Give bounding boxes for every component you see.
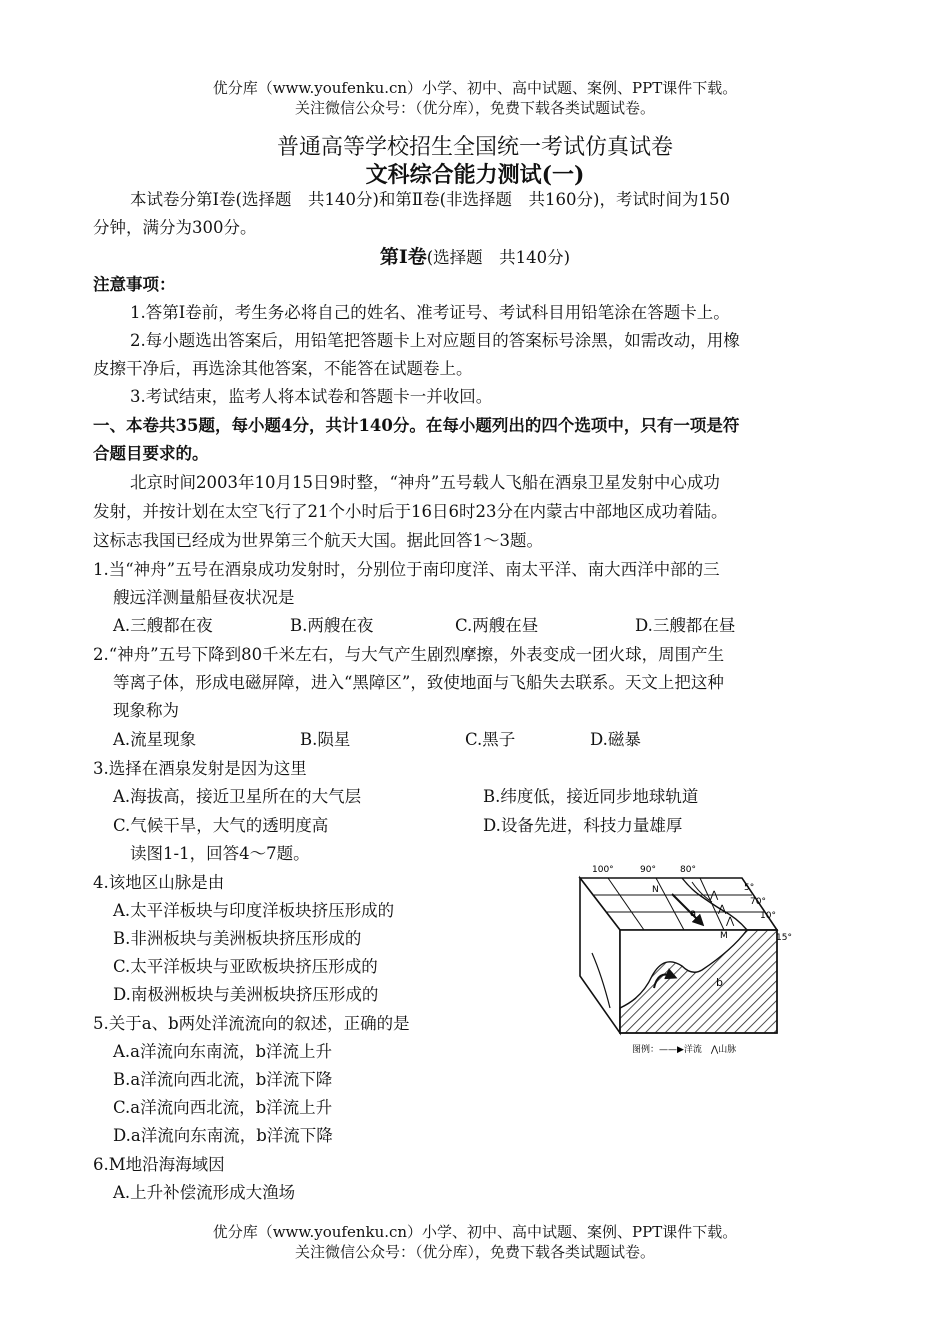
- section-heading-title: 第Ⅰ卷: [379, 246, 427, 268]
- read-figure-instruction: 读图1-1，回答4～7题。: [130, 844, 310, 863]
- notice-item-3: 3.考试结束，监考人将本试卷和答题卡一并收回。: [130, 387, 493, 406]
- q2-stem-1: 2.“神舟”五号下降到80千米左右，与大气产生剧烈摩擦，外表变成一团火球，周围产生: [93, 645, 725, 664]
- q3-option-a: A.海拔高，接近卫星所在的大气层: [113, 787, 362, 806]
- q1-option-a: A.三艘都在夜: [113, 616, 213, 635]
- q1-option-c: C.两艘在昼: [455, 616, 539, 635]
- passage-line-1: 北京时间2003年10月15日9时整，“神舟”五号载人飞船在酒泉卫星发射中心成功: [130, 473, 720, 492]
- q2-option-c: C.黑子: [465, 730, 516, 749]
- q5-option-a: A.a洋流向东南流，b洋流上升: [113, 1042, 333, 1061]
- q1-option-b: B.两艘在夜: [290, 616, 374, 635]
- q1-stem-2: 艘远洋测量船昼夜状况是: [113, 588, 295, 607]
- q1-stem-1: 1.当“神舟”五号在酒泉成功发射时，分别位于南印度洋、南太平洋、南大西洋中部的三: [93, 560, 720, 579]
- figure-1-1: [572, 858, 797, 1058]
- q3-stem: 3.选择在酒泉发射是因为这里: [93, 759, 307, 778]
- lon-80: 80°: [680, 865, 696, 875]
- q4-option-a: A.太平洋板块与印度洋板块挤压形成的: [113, 901, 395, 920]
- intro-line-2: 分钟，满分为300分。: [93, 218, 257, 237]
- q4-option-b: B.非洲板块与美洲板块挤压形成的: [113, 929, 362, 948]
- svg-text:⋀: ⋀: [718, 904, 727, 915]
- exam-title: 普通高等学校招生全国统一考试仿真试卷: [276, 135, 673, 160]
- passage-line-3: 这标志我国已经成为世界第三个航天大国。据此回答1～3题。: [93, 531, 543, 550]
- q2-stem-2: 等离子体，形成电磁屏障，进入“黑障区”，致使地面与飞船失去联系。天文上把这种: [113, 673, 724, 692]
- notice-item-2a: 2.每小题选出答案后，用铅笔把答题卡上对应题目的答案标号涂黑，如需改动，用橡: [130, 331, 740, 350]
- label-a: a: [690, 908, 697, 919]
- q3-option-c: C.气候干旱，大气的透明度高: [113, 816, 329, 835]
- part1-line-1: 一、本卷共35题，每小题4分，共计140分。在每小题列出的四个选项中，只有一项是符: [93, 416, 740, 435]
- q3-option-b: B.纬度低，接近同步地球轨道: [483, 787, 699, 806]
- q2-option-d: D.磁暴: [590, 730, 641, 749]
- section-heading-detail: (选择题 共140分): [426, 248, 571, 267]
- lat-10: 10°: [760, 911, 776, 921]
- notice-item-2b: 皮擦干净后，再选涂其他答案，不能答在试题卷上。: [93, 359, 473, 378]
- lat-15: 15°: [776, 933, 792, 943]
- intro-line-1: 本试卷分第Ⅰ卷(选择题 共140分)和第Ⅱ卷(非选择题 共160分)，考试时间为150: [130, 190, 730, 209]
- block-diagram: [572, 858, 797, 1058]
- figure-legend: 图例：——▶洋流 ⋀山脉: [632, 1045, 737, 1055]
- q4-stem: 4.该地区山脉是由: [93, 873, 225, 892]
- footer-line-1: 优分库（www.youfenku.cn）小学、初中、高中试题、案例、PPT课件下载。: [212, 1223, 738, 1241]
- q2-option-b: B.陨星: [300, 730, 351, 749]
- lat-5: 5°: [744, 883, 755, 893]
- passage-line-2: 发射，并按计划在太空飞行了21个小时后于16日6时23分在内蒙古中部地区成功着陆。: [93, 502, 728, 521]
- svg-text:⋀: ⋀: [726, 916, 735, 927]
- section-heading: [0, 242, 950, 269]
- lat-70: 70°: [750, 897, 766, 907]
- footer-line-2: 关注微信公众号：（优分库），免费下载各类试题试卷。: [294, 1243, 655, 1261]
- part1-line-2: 合题目要求的。: [93, 444, 209, 463]
- q5-option-c: C.a洋流向西北流，b洋流上升: [113, 1098, 333, 1117]
- q3-option-d: D.设备先进，科技力量雄厚: [483, 816, 683, 835]
- q2-stem-3: 现象称为: [113, 701, 179, 720]
- label-m: M: [720, 931, 728, 941]
- header-line-2: 关注微信公众号：（优分库），免费下载各类试题试卷。: [294, 99, 655, 117]
- q5-option-d: D.a洋流向东南流，b洋流下降: [113, 1126, 333, 1145]
- q6-option-a: A.上升补偿流形成大渔场: [113, 1183, 296, 1202]
- lon-90: 90°: [640, 865, 656, 875]
- q2-option-a: A.流星现象: [113, 730, 197, 749]
- notice-item-1: 1.答第Ⅰ卷前，考生务必将自己的姓名、准考证号、考试科目用铅笔涂在答题卡上。: [130, 303, 730, 322]
- exam-subtitle: 文科综合能力测试(一): [365, 162, 585, 188]
- q5-option-b: B.a洋流向西北流，b洋流下降: [113, 1070, 333, 1089]
- q5-stem: 5.关于a、b两处洋流流向的叙述，正确的是: [93, 1014, 410, 1033]
- q4-option-d: D.南极洲板块与美洲板块挤压形成的: [113, 985, 379, 1004]
- label-b: b: [716, 976, 723, 989]
- q6-stem: 6.M地沿海海域因: [93, 1155, 225, 1174]
- header-line-1: 优分库（www.youfenku.cn）小学、初中、高中试题、案例、PPT课件下载。: [212, 79, 738, 97]
- label-n: N: [652, 885, 659, 895]
- q1-option-d: D.三艘都在昼: [635, 616, 736, 635]
- lon-100: 100°: [592, 865, 614, 875]
- q4-option-c: C.太平洋板块与亚欧板块挤压形成的: [113, 957, 378, 976]
- mountain-symbol: ⋀: [710, 890, 719, 901]
- notice-label: 注意事项：: [93, 275, 176, 294]
